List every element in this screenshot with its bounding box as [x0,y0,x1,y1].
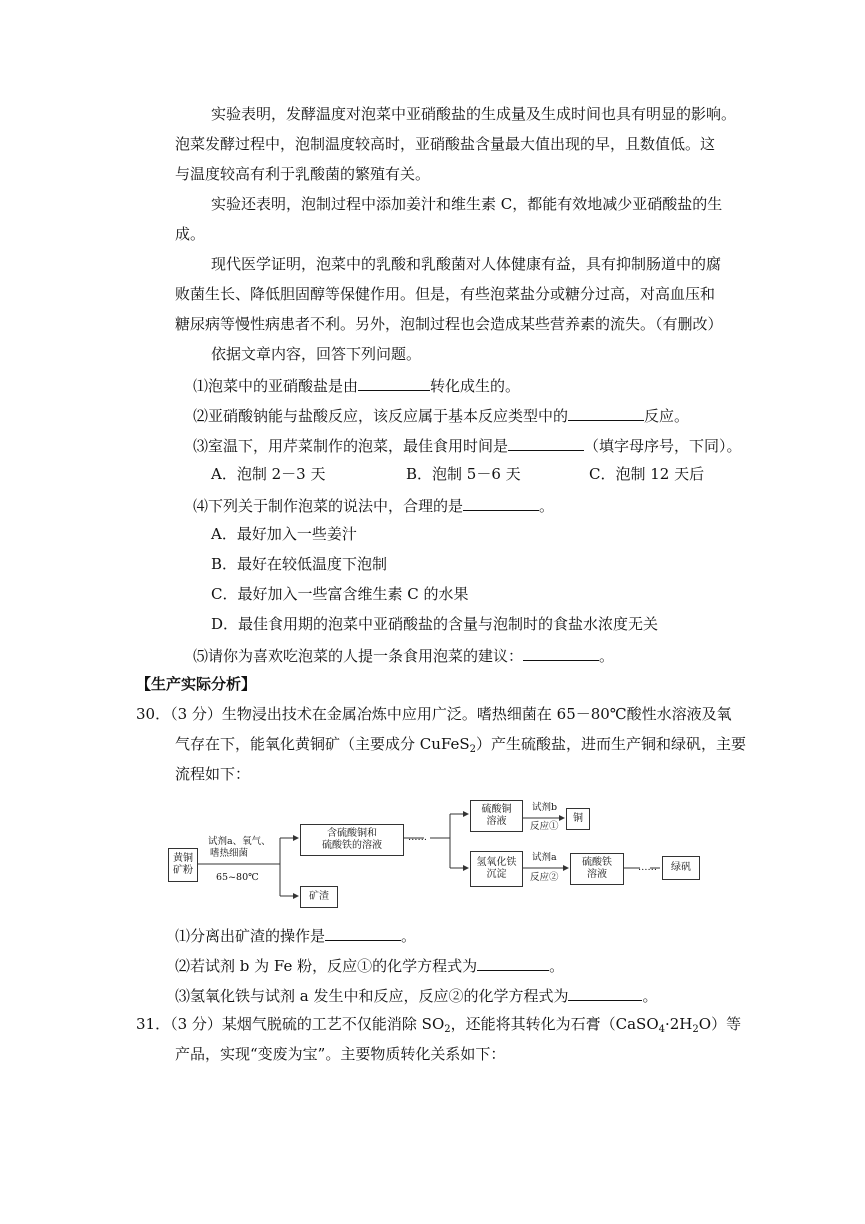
question-5-tail: 。 [599,647,615,665]
reagent-b-label: 试剂b [532,802,558,813]
para-2-line-1: 实验还表明，泡制过程中添加姜汁和维生素 C，都能有效地减少亚硝酸盐的生 [211,195,723,213]
q30-line-3: 流程如下： [175,765,251,783]
answer-blank[interactable] [523,644,599,661]
para-1-line-1: 实验表明，发酵温度对泡菜中亚硝酸盐的生成量及生成时间也具有明显的影响。 [211,105,737,123]
option-3c: C．泡制 12 天后 [589,465,705,483]
instruction: 依据文章内容，回答下列问题。 [211,345,422,363]
q30-line-1: 30．（3 分）生物浸出技术在金属冶炼中应用广泛。嗜热细菌在 65－80℃酸性水溶液及氧 [136,705,732,723]
subscript: 4 [658,1024,665,1035]
q31-text-a: 31．（3 分）某烟气脱硫的工艺不仅能消除 SO [136,1015,445,1033]
subscript: 2 [444,1024,451,1035]
question-3 [193,434,742,456]
q31-line-1 [136,1014,741,1040]
q30-sub-3-text: ⑶氢氧化铁与试剂 a 发生中和反应，反应②的化学方程式为 [175,987,569,1005]
section-heading: 【生产实际分析】 [136,675,257,693]
subscript: 2 [469,744,477,755]
option-3b: B．泡制 5－6 天 [406,465,521,483]
copper-box: 铜 [566,808,590,830]
question-2-text: ⑵亚硝酸钠能与盐酸反应，该反应属于基本反应类型中的 [193,407,569,425]
q31-line-2: 产品，实现“变废为宝”。主要物质转化关系如下： [175,1045,506,1063]
subscript: 2 [692,1024,699,1035]
green-vitriol-box: 绿矾 [662,856,700,880]
para-3-line-2: 败菌生长、降低胆固醇等保健作用。但是，有些泡菜盐分或糖分过高，对高血压和 [175,285,716,303]
para-1-line-2: 泡菜发酵过程中，泡制温度较高时，亚硝酸盐含量最大值出现的早，且数值低。这 [175,135,716,153]
q30-sub-3 [175,984,658,1006]
flow-diagram [160,796,700,916]
para-3-line-1: 现代医学证明，泡菜中的乳酸和乳酸菌对人体健康有益，具有抑制肠道中的腐 [211,255,722,273]
q30-sub-2 [175,954,564,976]
option-4c: C．最好加入一些富含维生素 C 的水果 [211,585,469,603]
question-1 [193,374,520,396]
ore-box: 黄铜 矿粉 [168,848,198,882]
reagent-a-label: 试剂a [532,852,557,863]
para-1-line-3: 与温度较高有利于乳酸菌的繁殖有关。 [175,165,431,183]
question-1-tail: 转化成生的。 [430,377,521,395]
copper-sulfate-box: 硫酸铜 溶液 [470,800,523,832]
condition-1: 试剂a、氧气、 [208,836,271,847]
answer-blank[interactable] [508,434,584,451]
answer-blank[interactable] [477,954,549,971]
para-3-line-3: 糖尿病等慢性病患者不利。另外，泡制过程也会造成某些营养素的流失。（有删改） [175,315,723,333]
condition-2: 嗜热细菌 [210,848,249,859]
reaction-1-label: 反应① [530,821,559,832]
option-3a: A．泡制 2－3 天 [211,465,326,483]
residue-box: 矿渣 [300,886,338,908]
question-3-text: ⑶室温下，用芹菜制作的泡菜，最佳食用时间是 [193,437,509,455]
q30-line-2-a: 气存在下，能氧化黄铜矿（主要成分 CuFeS [175,735,470,753]
answer-blank[interactable] [325,924,401,941]
q31-text-d: O）等 [698,1015,742,1033]
question-2-tail: 反应。 [644,407,690,425]
question-2 [193,404,689,426]
q30-sub-3-tail: 。 [642,987,658,1005]
question-4 [193,494,554,516]
q30-sub-1 [175,924,416,946]
solution-box: 含硫酸铜和 硫酸铁的溶液 [300,824,404,856]
ferric-sulfate-box: 硫酸铁 溶液 [570,853,624,885]
q30-line-2 [175,734,746,760]
question-5 [193,644,614,666]
question-3-tail: （填字母序号，下同）。 [584,437,742,455]
q31-text-b: ，还能将其转化为石膏（CaSO [450,1015,659,1033]
ellipsis-2: …… [638,862,657,873]
question-4-tail: 。 [539,497,555,515]
para-2-line-2: 成。 [175,225,206,243]
q30-sub-2-text: ⑵若试剂 b 为 Fe 粉，反应①的化学方程式为 [175,957,478,975]
temperature: 65~80℃ [216,872,259,883]
question-4-text: ⑷下列关于制作泡菜的说法中，合理的是 [193,497,464,515]
answer-blank[interactable] [463,494,539,511]
option-4b: B．最好在较低温度下泡制 [211,555,388,573]
q30-sub-1-text: ⑴分离出矿渣的操作是 [175,927,326,945]
answer-blank[interactable] [568,404,644,421]
option-4a: A．最好加入一些姜汁 [211,525,357,543]
question-1-text: ⑴泡菜中的亚硝酸盐是由 [193,377,359,395]
ellipsis-1: …… [408,832,427,843]
q30-line-2-b: ）产生硫酸盐，进而生产铜和绿矾，主要 [476,735,747,753]
question-5-text: ⑸请你为喜欢吃泡菜的人提一条食用泡菜的建议： [193,647,524,665]
reaction-2-label: 反应② [530,872,559,883]
q30-sub-1-tail: 。 [401,927,417,945]
ferric-hydroxide-box: 氢氧化铁 沉淀 [470,851,523,887]
q31-text-c: ·2H [665,1015,693,1033]
option-4d: D．最佳食用期的泡菜中亚硝酸盐的含量与泡制时的食盐水浓度无关 [211,615,659,633]
answer-blank[interactable] [358,374,430,391]
q30-sub-2-tail: 。 [549,957,565,975]
answer-blank[interactable] [568,984,642,1001]
